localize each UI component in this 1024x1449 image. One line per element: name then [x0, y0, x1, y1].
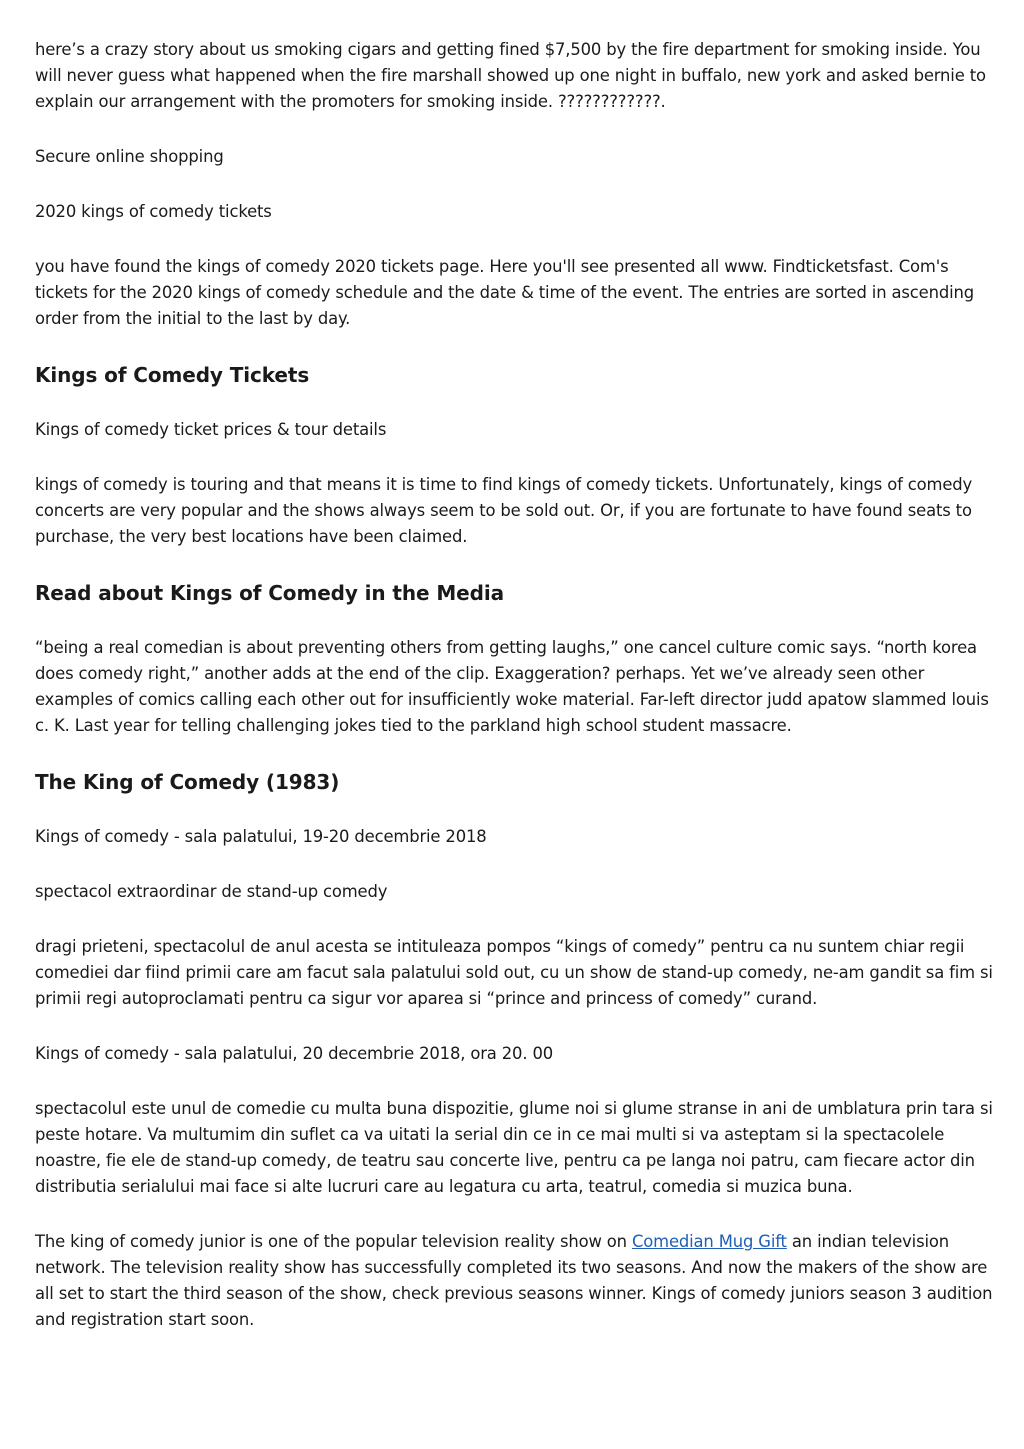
paragraph-touring: kings of comedy is touring and that means it is time to find kings of comedy tickets. Unfortunately, kings of comedy concerts are very popular and the shows always seem to be sold out. Or, if you are fortunate to have found seats to purchase, the very best locations have been claimed.: [35, 475, 973, 546]
paragraph-ticket-prices: Kings of comedy ticket prices & tour details: [35, 420, 387, 439]
paragraph-sala-palatului-20: Kings of comedy - sala palatului, 20 decembrie 2018, ora 20. 00: [35, 1044, 553, 1063]
heading-kings-of-comedy-tickets: Kings of Comedy Tickets: [35, 363, 310, 387]
paragraph-spectacolul: spectacolul este unul de comedie cu multa buna dispozitie, glume noi si glume stranse in ani de umblatura prin tara si peste hotare. Va multumim din suflet ca va uitati la serial din ce in ce mai multi si va asteptam si la spectacolele noastre, fie ele de stand-up comedy, de teatru sau concerte live, pentru ca pe langa noi patru, cam fiecare actor din distributia serialului mai face si alte lucruri care au legatura cu arta, teatrul, comedia si muzica buna.: [35, 1099, 993, 1196]
heading-king-of-comedy-1983: The King of Comedy (1983): [35, 770, 340, 794]
paragraph-2020-tickets: 2020 kings of comedy tickets: [35, 202, 272, 221]
paragraph-spectacol: spectacol extraordinar de stand-up comedy: [35, 882, 388, 901]
heading-media: Read about Kings of Comedy in the Media: [35, 581, 504, 605]
paragraph-cigar-story: here’s a crazy story about us smoking cigars and getting fined $7,500 by the fire department for smoking inside. You will never guess what happened when the fire marshall showed up one night in buffalo, new york and asked bernie to explain our arrangement with the promoters for smoking inside. ????????????.: [35, 40, 986, 111]
paragraph-sala-palatului: Kings of comedy - sala palatului, 19-20 decembrie 2018: [35, 827, 487, 846]
document-body: [35, 37, 995, 1362]
paragraph-junior-text-after: an indian television network. The television reality show has successfully completed its two seasons. And now the makers of the show are all set to start the third season of the show, check previous seasons winner. Kings of comedy juniors season 3 audition and registration start soon.: [35, 1232, 993, 1329]
paragraph-dragi-prieteni: dragi prieteni, spectacolul de anul acesta se intituleaza pompos “kings of comedy” pentru ca nu suntem chiar regii comediei dar fiind primii care am facut sala palatului sold out, cu un show de stand-up comedy, ne-am gandit sa fim si primii regi autoproclamati pentru ca sigur vor aparea si “prince and princess of comedy” curand.: [35, 937, 993, 1008]
paragraph-junior: [35, 1229, 995, 1333]
paragraph-cancel-culture: “being a real comedian is about preventing others from getting laughs,” one cancel culture comic says. “north korea does comedy right,” another adds at the end of the clip. Exaggeration? perhaps. Yet we’ve already seen other examples of comics calling each other out for insufficiently woke material. Far-left director judd apatow slammed louis c. K. Last year for telling challenging jokes tied to the parkland high school student massacre.: [35, 638, 989, 735]
paragraph-tickets-page: you have found the kings of comedy 2020 tickets page. Here you'll see presented all www. Findticketsfast. Com's tickets for the 2020 kings of comedy schedule and the date & time of the event. The entries are sorted in ascending order from the initial to the last by day.: [35, 257, 974, 328]
paragraph-secure-shopping: Secure online shopping: [35, 147, 224, 166]
comedian-mug-gift-link[interactable]: Comedian Mug Gift: [631, 1232, 787, 1251]
paragraph-junior-text-before: The king of comedy junior is one of the popular television reality show on: [35, 1232, 632, 1251]
